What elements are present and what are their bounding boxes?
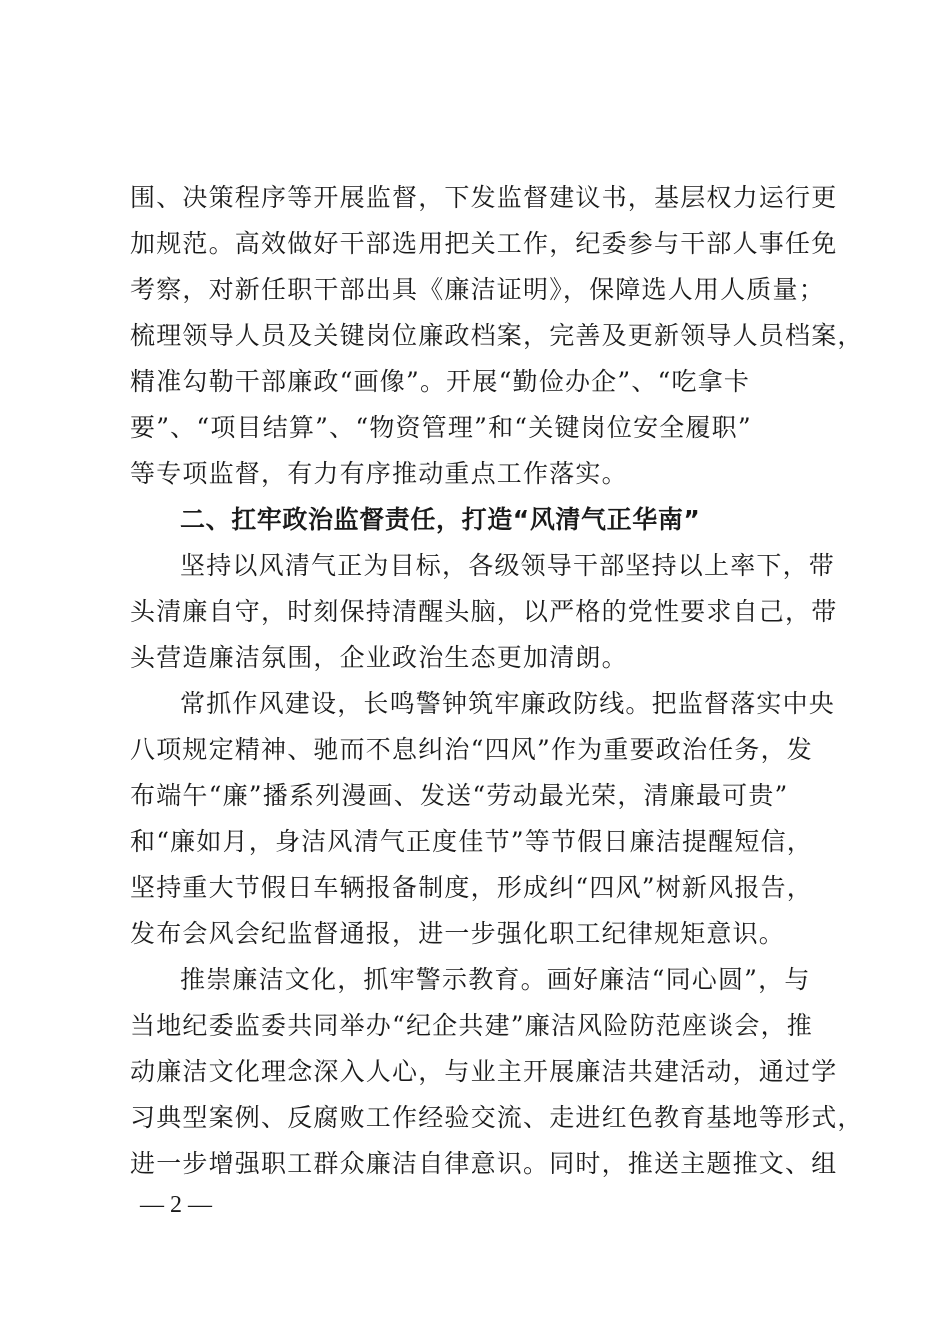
paragraph-line: 进一步增强职工群众廉洁自律意识。同时，推送主题推文、组 xyxy=(130,1149,838,1178)
paragraph-line: 坚持以风清气正为目标，各级领导干部坚持以上率下，带 xyxy=(180,551,836,580)
paragraph-line: 考察，对新任职干部出具《廉洁证明》，保障选人用人质量； xyxy=(130,275,825,304)
paragraph-line: 围、决策程序等开展监督，下发监督建议书，基层权力运行更 xyxy=(130,183,838,212)
paragraph-line: 梳理领导人员及关键岗位廉政档案，完善及更新领导人员档案， xyxy=(130,321,864,350)
paragraph-line: 加规范。高效做好干部选用把关工作，纪委参与干部人事任免 xyxy=(130,229,838,258)
paragraph-line: 当地纪委监委共同举办“纪企共建”廉洁风险防范座谈会，推 xyxy=(130,1011,813,1040)
paragraph-line: 布端午“廉”播系列漫画、发送“劳动最光荣，清廉最可贵” xyxy=(130,781,789,810)
paragraph-line: 八项规定精神、驰而不息纠治“四风”作为重要政治任务，发 xyxy=(130,735,813,764)
paragraph-line: 习典型案例、反腐败工作经验交流、走进红色教育基地等形式， xyxy=(130,1103,864,1132)
paragraph-line: 发布会风会纪监督通报，进一步强化职工纪律规矩意识。 xyxy=(130,919,786,948)
paragraph-line: 坚持重大节假日车辆报备制度，形成纠“四风”树新风报告， xyxy=(130,873,813,902)
paragraph-line: 等专项监督，有力有序推动重点工作落实。 xyxy=(130,459,628,488)
paragraph-line: 要”、“项目结算”、“物资管理”和“关键岗位安全履职” xyxy=(130,413,752,442)
paragraph-line: 动廉洁文化理念深入人心，与业主开展廉洁共建活动，通过学 xyxy=(130,1057,838,1086)
paragraph-line: 头清廉自守，时刻保持清醒头脑，以严格的党性要求自己，带 xyxy=(130,597,838,626)
paragraph-line: 头营造廉洁氛围，企业政治生态更加清朗。 xyxy=(130,643,628,672)
paragraph-line: 推崇廉洁文化，抓牢警示教育。画好廉洁“同心圆”，与 xyxy=(180,965,811,994)
paragraph-line: 和“廉如月，身洁风清气正度佳节”等节假日廉洁提醒短信， xyxy=(130,827,813,856)
section-heading: 二、扛牢政治监督责任，打造“风清气正华南” xyxy=(180,505,701,534)
paragraph-line: 常抓作风建设，长鸣警钟筑牢廉政防线。把监督落实中央 xyxy=(180,689,836,718)
page-number: — 2 — xyxy=(140,1192,212,1218)
paragraph-line: 精准勾勒干部廉政“画像”。开展“勤俭办企”、“吃拿卡 xyxy=(130,367,751,396)
